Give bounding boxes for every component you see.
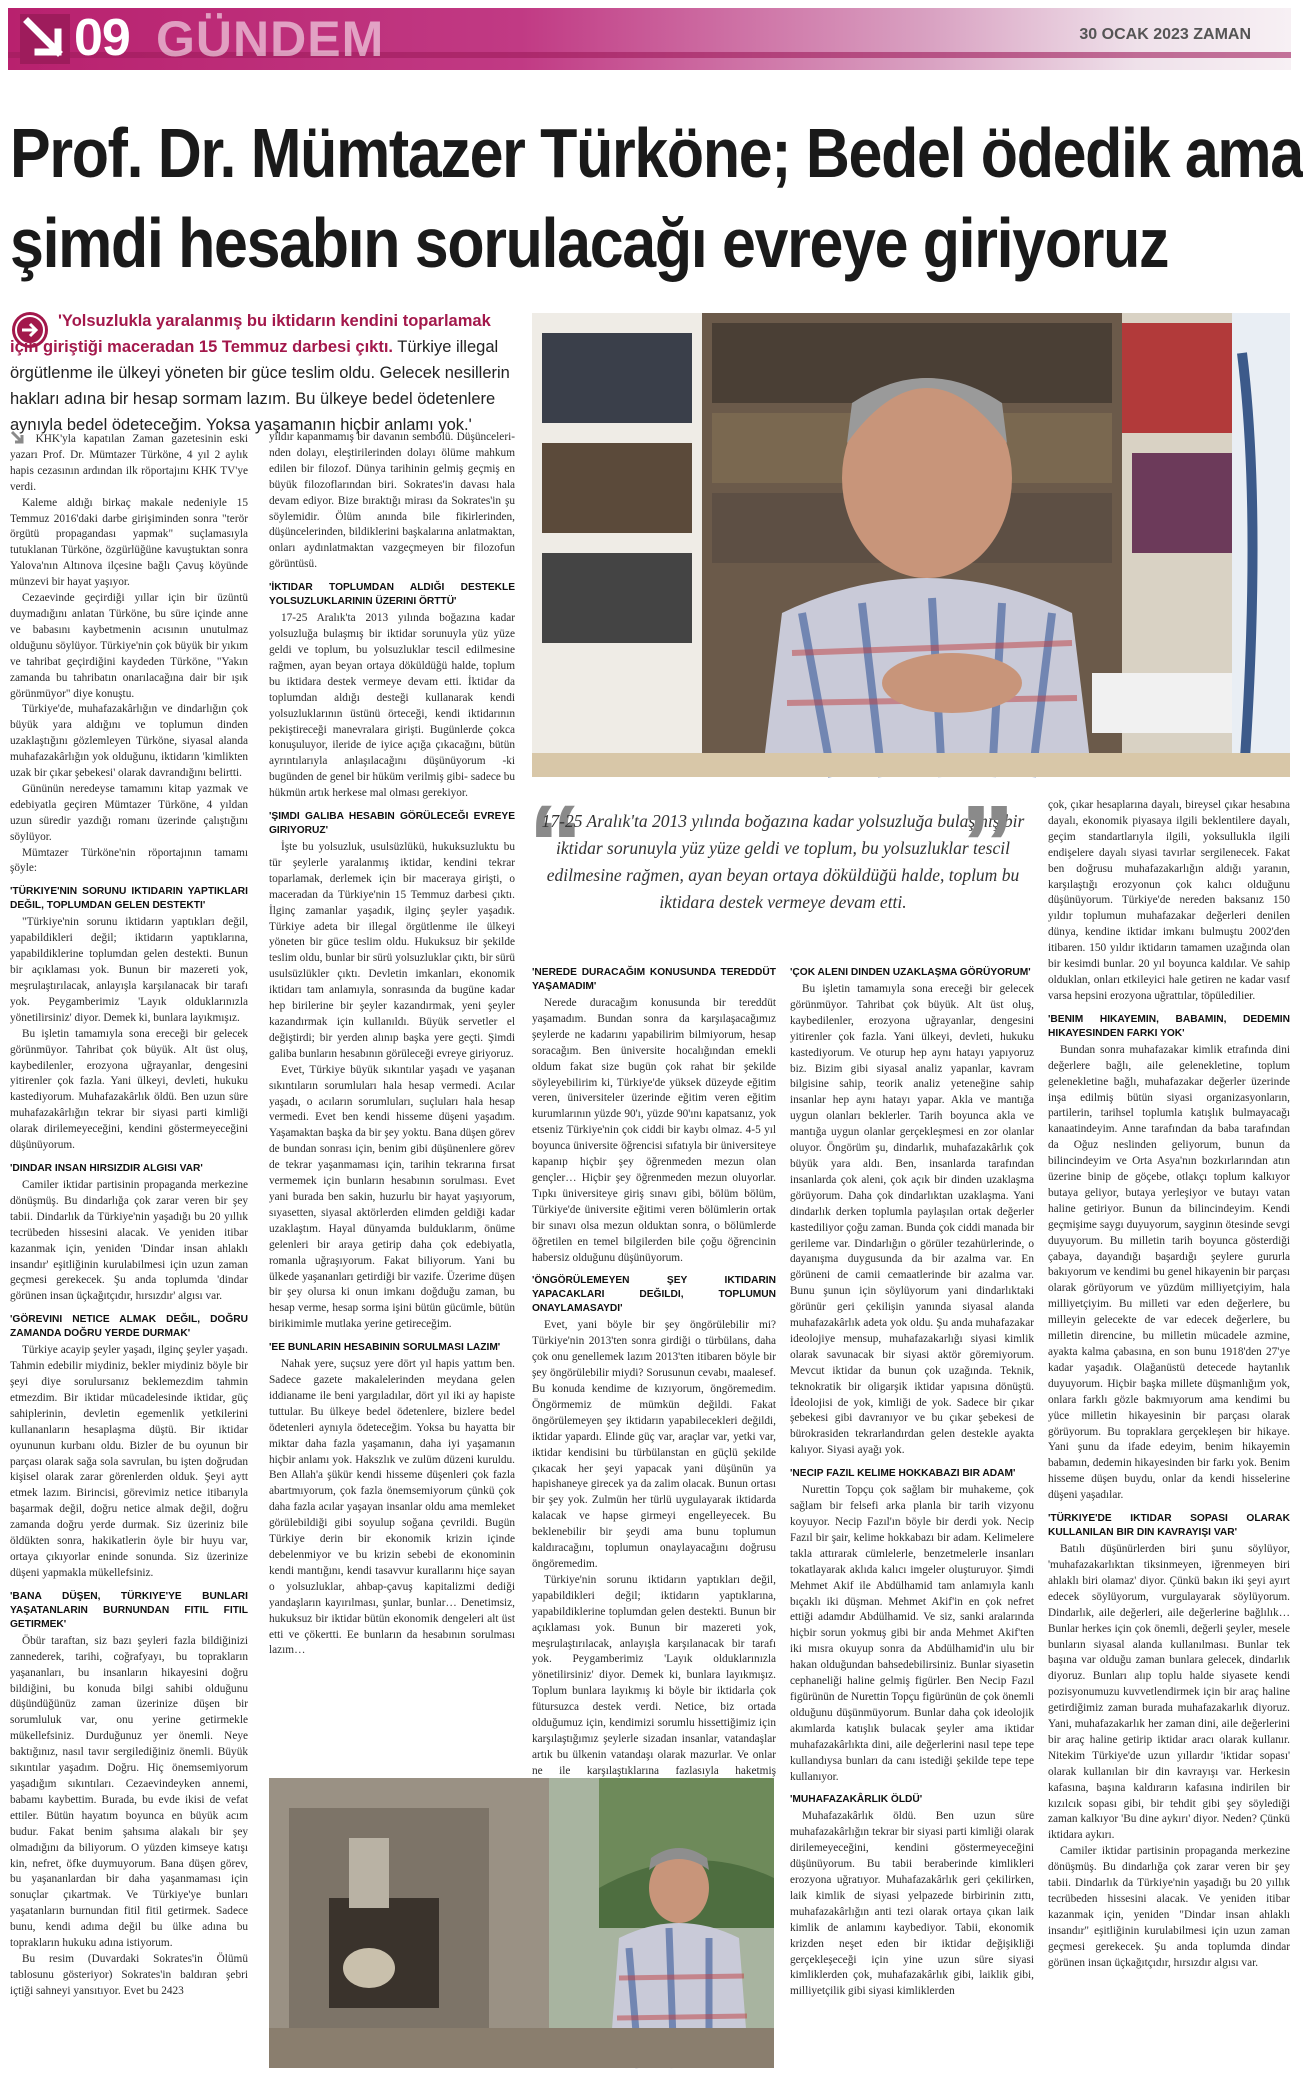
subheading: 'BANA DÜŞEN, TÜRKIYE'YE BUNLARI YAŞATANLARIN BURNUNDAN FITIL FITIL GETIRMEK' <box>10 1590 248 1630</box>
paragraph: Camiler iktidar partisinin propaganda merkezine dönüşmüş. Bu dindarlığa çok zarar veren bir şey tabii. Dindarlık da Türkiye'nin yaşadığı bu 20 yıllık tecrübeden hissesini alacak. Ve yeniden itibar kazanmak için, yeniden 'Dindar insan ahlaklı insandır' eşitliğinin kurulabilmesi için uzun zaman geçmesi gerekecek. Şu anda toplumda 'dindar görünen insan üçkağıtçıdır, hırsızdır' algısı var. <box>10 1178 248 1303</box>
article-lead <box>10 308 520 438</box>
paragraph: Bu resim (Duvardaki Sokrates'in Ölümü tablosunu gösteriyor) Sokrates'in baldıran şebri içtiği sahneyi yansıtıyor. Evet bu 2423 <box>10 1952 248 1997</box>
paragraph: Türkiye'de, muhafazakârlığın ve dindarlığın çok büyük yara aldığını ve toplumun dinden uzaklaştığını gözlemleyen Türköne, siyasal alanda muhafazakârlığın yok olduğunu, iktidarın 'kimlikten uzak bir çıkar şebekesi' olarak davrandığını belirtti. <box>10 703 248 780</box>
paragraph: KHK'yla kapatılan Zaman gazetesinin eski yazarı Prof. Dr. Mümtazer Türköne, 4 yıl 2 aylık hapis cezasının ardından ilk röportajını KHK TV'ye verdi. <box>10 433 249 493</box>
paragraph: Kaleme aldığı birkaç makale nedeniyle 15 Temmuz 2016'daki darbe girişiminden sonra "terör örgütü propagandası yapmak" suçlamasıyla tutuklanan Türköne, özgürlüğüne kavuştuktan sonra Yalova'nın Altınova ilçesine bağlı Çavuş köyünde münzevi bir hayat yaşıyor. <box>10 496 248 589</box>
paragraph: Muhafazakârlık öldü. Ben uzun süre muhafazakârlığın tekrar bir siyasi parti kimliği olarak dirilemeyeceğini, kendini göstermeyeceğini düşünüyorum. Bu tabii beraberinde kimlikleri erozyona uğratıyor. Muhafazakârlık geri çekilirken, laik kimlik de siyasi yelpazede birbirinin zıttı, muhafazakârlığın anti tezi olarak ortaya çıkan laik kimlik de anlamını kaybediyor. Tabii, ekonomik krizden neşet eden bir iktidar değişikliği gerçekleşeceği için yine uzun süre siyasi kimliklerden çok, muhafazakârlık gibi, laiklik gibi, milliyetçilik gibi siyasi kimliklerden <box>790 1810 1034 1998</box>
paragraph: Evet, yani böyle bir şey öngörülebilir mi? Türkiye'nin 2013'ten sonra girdiği o türbülans, daha çok onu genellemek lazım 2013'ten itibaren böyle bir şey öngörülebilir miydi? Sorusunun cevabı, maalesef. Bu konuda kendime de kızıyorum, öngöremedim. Öngörmemiz de mümkün değildi. Fakat öngörülemeyen şey iktidarın yapabilecekleri değildi, iktidar yapardı. Elinde güç var, araçlar var, yetki var, iktidar kendisini bu türbülanstan en güçlü şekilde çıkacak her şeyi yapacak yani düşünün ya hapishaneye girecek ya da zalim olacak. Bunun ortası bir şey yok. Zulmün her türlü uygulayarak iktidarda kalacak ve hapse girmeyi engelleyecek. Bu beklenebilir bir şeydi ama bunu toplumun kaldıracağını, toplumun onaylayacağını doğrusu öngöremedim. <box>532 1319 776 1570</box>
headline-line-1: Prof. Dr. Mümtazer Türköne; Bedel ödedik ama <box>10 114 1303 192</box>
paragraph: Cezaevinde geçirdiği yıllar için bir üzüntü duymadığını anlatan Türköne, bu süre içinde anne ve babasını kaybetmenin acısının unutulmaz olduğunu söylüyor. Türkiye'nin çok büyük bir yıkım ve tahribat geçirdiğini kaydeden Türköne, "Yakın zamanda bu tahribatın onarılacağına dair bir ışık görünmüyor" diye konuştu. <box>10 592 248 700</box>
paragraph: Gününün neredeyse tamamını kitap yazmak ve edebiyatla geçiren Mümtazer Türköne, 4 yıldan uzun süredir yazdığı romanı üzerinde çalıştığını söylüyor. <box>10 782 248 843</box>
paragraph: Nerede duracağım konusunda bir tereddüt yaşamadım. Bundan sonra da karşılaşacağımız şeylerde ne kadarını yapabilirim bilmiyorum, hesap soracağım. Ben üniversite hocalığından emekli oldum fakat size bugün çok rahat bir şekilde söyleyebilirim ki, Türkiye'de yüksek düzeyde eğitim veren, üniversiteler üzerinde eğitim veren eğitim kurumlarının yüzde 90'ı, yüzde 90'ını kapatsanız, yok etseniz Türkiye'nin çok ciddi bir kaybı olmaz. 4-5 yıl boyunca üniversite öğrencisi sıfatıyla bir üniversiteye kapanıp hiçbir şey öğrenmeden mezun olan gençler… Hiçbir şey öğrenmeden mezun oluyorlar. Tıpkı üniversiteye giriş sınavı gibi, bölüm bölüm, Türkiye'de üniversite eğitimi veren bölümlerin ortak bir sınavı olsa mezun olduktan sonra, o bölümlerde öğretilen en temel bilgilerden bile çoğu öğrencinin habersiz olduğunu düşünüyorum. <box>532 997 776 1264</box>
subheading: 'NEREDE DURACAĞIM KONUSUNDA TEREDDÜT YAŞAMADIM' <box>532 967 776 992</box>
subheading: 'TÜRKIYE'NIN SORUNU IKTIDARIN YAPTIKLARI DEĞIL, TOPLUMDAN GELEN DESTEKTI' <box>10 886 248 912</box>
subheading: 'MUHAFAZAKÂRLIK ÖLDÜ' <box>790 1794 923 1806</box>
paragraph: Nurettin Topçu çok sağlam bir muhakeme, çok sağlam bir felsefi arka planla bir tarih vizyonu koyuyor. Necip Fazıl'ın böyle bir derdi yok. Necip Fazıl bir şair, kelime hokkabazı bir adam. Kelimelere takla attırarak cümlelerle, benzetmelerle insanları tokatlayarak aklıda kalıcı imgeler oluşturuyor. Şimdi Mehmet Akif ile Abdülhamid tam anlamıyla kanlı bıçaklı iki düşman. Mehmet Akif'in en çok nefret ettiği adamdır Abdülhamid. Ve siz, sanki aralarında hiçbir sorun yokmuş gibi bir anda Mehmet Akif'ten iki mısra okuyup sonra da Abdülhamid'in ulu bir hakan olduğundan bahsedebilirsiniz. Bunlar siyasetin cephaneliği haline gelmiş figürler. Ben Necip Fazıl figürünün de Nurettin Topçu figürünün de çok önemli olduğunu düşünmüyorum. Bunlar daha çok ideolojik akımlarda katışlık bulacak şeyler ama iktidar muhafazakârlıkta dini, aile değerlerini nasıl tepe tepe kullandıysa bunları da canı istediği şekilde tepe tepe kullanıyor. <box>790 1484 1034 1783</box>
open-quote-icon: “ <box>528 783 583 906</box>
paragraph: Nahak yere, suçsuz yere dört yıl hapis yattım ben. Sadece gazete makalelerinden meydana gelen iddianame ile beni yargıladılar, dört yıl iki ay hapiste tuttular. Bu ülkeye bedel ödetenlere, bizlere bedel ödetenleri aynıyla ödeteceğim. Yoksa bu hayatta bir miktar daha fazla yaşamanın, daha iyi yaşamanın hiçbir anlamı yok. Hakszlık ve zulüm düzeni kuruldu. Ben Allah'a şükür kendi hisseme düşenleri çok fazla abartmıyorum, çok fazla önemsemiyorum çünkü çok daha fazla acılar yaşayan insanlar oldu ama memleket görülebildiği gibi soyulup soğana çevrildi. Bugün Türkiye derin bir ekonomik krizin içinde debelenmiyor ve bu krizin sebebi de ekonominin kendi mantığını, kendi tasavvur kurallarını hiçe sayan o yolsuzluklar, ahbap-çavuş kapitalizmi dediği yandaşların kayırılması, şunlar, bunlar… Denetimsiz, hukuksuz bir iktidar bütün ekonomik dengeleri alt üst etti ve çökertti. Ee bunların da hesabının sorulması lazım… <box>269 1358 515 1657</box>
section-name: GÜNDEM <box>156 11 385 67</box>
article-column-5 <box>1048 798 1290 2068</box>
subheading: 'ÇOK ALENI DINDEN UZAKLAŞMA GÖRÜYORUM' <box>790 967 1031 978</box>
article-column-1 <box>10 430 248 2070</box>
portrait-illustration <box>532 313 1290 777</box>
paragraph: 17-25 Aralık'ta 2013 yılında boğazına kadar yolsuzluğa bulaşmış bir iktidar sorunuyla yüz yüze geldi ve toplum, bu yolsuzluklar tescil edilmesine rağmen, ayan beyan ortaya döküldüğü halde, toplum bu iktidara destek vermeye devam etti. İktidar da toplumdan aldığı desteği kullanarak kendi yolsuzluklarının üstünü örteceği, kendi iktidarının pekiştireceği manevralara girişti. Bugünlerde çokca konuşuluyor, ileride de iyice açığa çıkacağını, bütün ayrıntılarıyla anlaşılacağını düşünüyorum -ki bugünden de genel bir hüküm verilmiş gibi- sadece bu hükmün artık herkese mal olması gerekiyor. <box>269 612 515 800</box>
lead-highlight: 'Yolsuzlukla yaralanmış bu iktidarın kendini toparlamak için giriştiği maceradan 15 Temmuz darbesi çıktı. <box>10 312 491 356</box>
article-column-4 <box>790 958 1034 2068</box>
headline-line-2: şimdi hesabın sorulacağı evreye giriyoruz <box>10 204 1169 282</box>
article-column-3 <box>532 958 776 1777</box>
byline-arrow-icon <box>10 430 28 444</box>
paragraph: "Türkiye'nin sorunu iktidarın yaptıkları değil, yapabildikleri değil; iktidarın yaptıklarına, yapabildiklerine toplumdan gelen destekti. Bunun bir açıklaması yok. Bunun bir mazereti yok, meşrulaştırılacak, anlayışla karşılanacak bir tarafı yok. Peygamberimiz 'Layık olduklarınızla yönetilirsiniz' diyor. Demek ki, bunlara layıkmışız. <box>10 916 248 1024</box>
issue-date <box>1079 26 1251 44</box>
article-column-2 <box>269 430 515 1745</box>
secondary-photo-outdoor <box>269 1778 774 2068</box>
outdoor-illustration <box>269 1778 774 2068</box>
paragraph: Bu işletin tamamıyla sona ereceği bir gelecek görünmüyor. Tahribat çok büyük. Alt üst oluş, kaybedilenler, erozyona uğrayanlar, dengesini yitirenler çok fazla. Yani ülkeyi, devleti, hukuku kastediyorum. Muhafazakârlık öldü. Ben uzun süre muhafazakârlığın tekrar bir siyasi parti kimliği olarak dirilemeyeceğini, kendini göstermeyeceğini düşünüyorum. <box>10 1027 248 1152</box>
page-header <box>8 8 1291 70</box>
paragraph: Mümtazer Türköne'nin röportajının tamamı şöyle: <box>10 846 248 875</box>
paragraph: çok, çıkar hesaplarına dayalı, bireysel çıkar hesabına dayalı, ekonomik piyasaya ilgili beklentilere dayalı, geçim standartlarıyla ilgili, yoksullukla ilgili endişelere dayalı siyasi tavırlar sergilenecek. Fakat ben doğrusu muhafazakarlığın aldığı yaranın, karşılaştığı erozyonun çok kalıcı olduğunu düşünüyorum. Türkiye'de nereden baksanız 150 yıldır toplumun muhafazakar değerleri denilen dünya, kendine iktidar imkanı bulmuştu 2002'den itibaren. 150 yıldır iktidarın tamamen uzağında olan bir kesimdi bunlar. 20 yıl boyunca kaldılar. Ve sahip olduklan, onları etkileyici hale getiren ne kadar vasıf varsa hepsini erozyona uğrattılar, töpüledilier. <box>1048 799 1290 1002</box>
paragraph: İşte bu yolsuzluk, usulsüzlükü, hukuksuzluktu bu tür şeylerle yaralanmış iktidar, kendini tekrar toparlamak, derlemek için bir maceraya girişti, o maceradan da Türkiye'nin 15 Temmuz darbesi çıktı. İlginç zamanlar yaşadık, ilginç şeyler yaşadık. Türkiye adeta bir illegal örgütlenme ile ülkeyi yöneten bir güce teslim oldu. Hukuksuz bir şekilde teslim oldu, bunlar bir sürü yolsuzluklar çıktı, bir sürü usulsüzlükler çıktı. Devletin imkanları, ekonomik iktidarı tam anlamıyla, sonrasında da bugüne kadar hep birilerine bir şeyler kazandırmak, yeni şeyler kazandırmak için kullanıldı. Büyük servetler el değiştirdi; bir yerden alınıp başka yere geçti. Şimdi galiba bunların hesabının görüleceği evreye giriyoruz. <box>269 841 515 1060</box>
lead-body: Türkiye illegal örgütlenme ile ülkeyi yöneten bir güce teslim oldu. Gelecek nesillerin hakları adına bir hesap sormam lazım. Bu ülkeye bedel ödetenlere aynıyla bedel ödeteceğim. Yoksa yaşamanın hiçbir anlamı yok.' <box>10 338 510 434</box>
subheading: 'ÖNGÖRÜLEMEYEN ŞEY IKTIDARIN YAPACAKLARI DEĞILDI, TOPLUMUN ONAYLAMASAYDI' <box>532 1275 776 1315</box>
paragraph: Bundan sonra muhafazakar kimlik etrafında dini değerlere bağlı, aile gelenekletine, toplum gelenekletine bağlı, muhafazakar değerler üzerinde inşa edilmiş bütün siyasi organizasyonların, partilerin, tarihsel toplumla katışlık bulmayacağı kanaatindeyim. Anne tarafından da baba tarafından da Oğuz neslinden geliyorum, bunun da bilincindeyim ve Orta Asya'nın bozkırlarından atın üzerine binip de göçebe, otlakçı toplum kalkıyor butaya geliyor, butaya yerleşiyor ve butayı vatan haline getiriyor. Bunun da bilincindeyim. Kendi geçmişime saygı duyuyorum, sayginın ötesinde sevgi duyuyorum. Bu milletin tarih boyunca gösterdiği çabaya, dayandığı başardığı şeylere gururla bakıyorum ve kendimi bu genel hikayenin bir parçası olarak görüyorum ve yüzdüm milliyetçiyim, hala milliyetçiyim. Bu milleti var eden değerlere, bu milleyin gelecekte de var edecek değerlere, bu milletin direncine, bu milletin mücadele azmine, ayakta kalma çabasına, en son bunu 1918'den 27'ye kadar yaşadık. Olağanüstü detecede haytanlık duyuyorum. Hiçbir başka millete düşmanlığım yok, onlara farklı gözle bakmıyorum ama kendimi bu yüce milletin hikayesinin bir parçası olarak görüyorum. Bu topraklara gerçekleşen bir hikaye. Yani şunu da ifade edeyim, benim hikayemin babamın, dedemin hikayesinden bir farkı yok. Benim hissemе düşen buydu, onlar da kendi hisselerine düşeni yaşadılar. <box>1048 1043 1290 1502</box>
subheading: 'BENIM HIKAYEMIN, BABAMIN, DEDEMIN HIKAYESINDEN FARKI YOK' <box>1048 1013 1290 1039</box>
paragraph: yıldır kapanmamış bir davanın sembolü. Düşüncelerinden dolayı, eleştirilerinden dolayı ölüme mahkum edilen bir filozof. Dünya tarihinin gelmiş geçmiş en büyük filozoflarından biri. Sokrates'in davası hala devam ediyor. Bize bıraktığı mirası da Sokrates'in şu söylemidir. Ölüm anında bile fikirlerinden, düşüncelerinden, bildiklerini başkalarına anlatmaktan, onları aydınlatmaktan vazgeçmeyen bir filozofun görüntüsü. <box>269 431 515 571</box>
paragraph: Batılı düşünürlerden biri şunu söylüyor, 'muhafazakarlıktan tiksinmeyen, iğrenmeyen biri ahlaklı biri olamaz' diyor. Çünkü bakın iki şeyi ayırt edecek söylüyorum, vurgulayarak söylüyorum. Dindarlık, aile değerleri, aile değerlerine bağlılık… Bunlar herkes için çok önemli, değerli şeyler, meselе bunların siyasal alanda kullanılması. Bunlar tek başına var olduğu zaman bunlara gelecek, dindarlık diyoruz. Bunları alıp toplu halde siyasete kendi pozisyonumuzu kuvvetlendirmek için bir araç haline getirdiğimiz zaman burada muhafazakarlık diyoruz. Yani, muhafazakarlık her zaman dini, aile değerlerini bir araç haline getirip iktidar aracı olarak kullanır. Nitekim Türkiye'de uzun yıllardır 'iktidar sopası' olarak kullanılan bir din kavrayışı var. Herkesin kafasına, başına kaldırarın kafasına indirilen bir kızılcık sopası gibi, bir tehdit gibi şey söylediği zaman kalkıyor 'Bu dine aykırı' diyor. Neden? Çünkü iktidara aykırı. <box>1048 1543 1290 1842</box>
subheading: 'İKTIDAR TOPLUMDAN ALDIĞI DESTEKLE YOLSUZLUKLARININ ÜZERINI ÖRTTÜ' <box>269 582 515 608</box>
brand-text: ZAMAN <box>1193 26 1251 43</box>
subheading: 'EE BUNLARIN HESABININ SORULMASI LAZIM' <box>269 1342 501 1354</box>
zaman-arrow-logo-icon <box>20 14 70 64</box>
paragraph: Camiler iktidar partisinin propaganda merkezine dönüşmüş. Bu dindarlığa çok zarar veren bir şey tabii. Dindarlık da Türkiye'nin yaşadığı bu 20 yıllık tecrübeden hissesini alacak. Ve yeniden itibar kazanmak için, yeniden "Dindar insan ahlaklı insandır" eşitliğinin kurulabilmesi için uzun zaman geçmesi gerekecek. Şu anda toplumda dindar görünen insan üçkağıtçıdır, hırsızdır algısı var. <box>1048 1845 1290 1969</box>
subheading: 'ŞIMDI GALIBA HESABIN GÖRÜLECEĞI EVREYE GIRIYORUZ' <box>269 811 515 837</box>
close-quote-icon: ” <box>960 783 1015 906</box>
subheading: 'GÖREVINI NETICE ALMAK DEĞIL, DOĞRU ZAMANDA DOĞRU YERDE DURMAK' <box>10 1314 248 1340</box>
article-headline <box>10 108 1303 288</box>
paragraph: Öbür taraftan, siz bazı şeyleri fazla bildiğinizi zannederek, tarihi, coğrafyayı, bu toprakların yaşananları, bu insanların hikayesini doğru bildiğini, bu konuda bilgi sahibi olduğunu düşündüğünüz zaman üzerinize düşen bir sorumluluk var, onu yerine getirmekle mükellefsiniz. Durduğunuz yer önemli. Neye baktığınız, nasıl tavır sergilediğiniz önemli. Büyük sıkıntılar yaşadım. Doğru. Hiç önemsemiyorum yaşadığım sıkıntıları. Cezaevindeyken annemi, babamı kaybettim. Burada, bu evde ikisi de vefat ettiler. Bütün hayatım boyunca en büyük acım budur. Fakat benim şahsıma alakalı bir şey olmadığını da biliyorum. O yüzden kimseye katışı kin, nefret, öfke duymuyorum. Bana düşen görev, bu yaşananlardan bir daha yaşanmaması için sonuçlar çıkartmak. Ve Türkiye'ye bunları yaşatanların burnundan fitil fitil getirmek. Sadece bunu, kendi adıma değil bu ülke adına bu toprakların hukuku adına istiyorum. <box>10 1634 248 1950</box>
paragraph: Türkiye'nin sorunu iktidarın yaptıkları değil, yapabildikleri değil; iktidarın yaptıklarına, yapabildiklerine toplumdan gelen destekti. Bunun bir açıklaması yok. Bunun bir mazereti yok, meşrulaştırılacak, anlayışla karşılanacak bir tarafı yok. Peygamberimiz 'Layık olduklarınızla yönetilirsiniz' diyor. Demek ki, bunlara layıkmışız. Toplum bunlara layıkmış ki böyle bir iktidarla çok fütursuzca destek verdi. Netice, biz ortada olduğumuz için, kendimizi sorumlu hissettiğimiz için karşılaştığımız şeylerle sizadan insanlar, vatandaşlar artık bu ülkenin vatandaşı olarak mazurlar. Ve onlar ne ile karşılaştıklarına fazlasıyla haketmiş <box>532 1573 776 1777</box>
subheading: 'DINDAR INSAN HIRSIZDIR ALGISI VAR' <box>10 1162 203 1174</box>
main-photo-portrait <box>532 313 1290 777</box>
date-text: 30 OCAK 2023 <box>1079 26 1189 43</box>
paragraph: Bu işletin tamamıyla sona ereceği bir gelecek görünmüyor. Tahribat çok büyük. Alt üst oluş, kaybedilenler, erozyona uğrayanlar, dengesini yitirenler çok fazla. Yani ülkeyi, devleti, hukuku kastediyorum. Ve oturup hep aynı hatayı yapıyoruz biz. Bizim gibi siyasal analiz yapanlar, kavram bilgisine sahip, teorik analiz yeteneğine sahip insanlar hep aynı hatayı yapar. Akla ve mantığa uygun olanları beklerler. Tarih boyunca akla ve mantığa uygun olanlar gerçekleşmesi en zor olanlar oluyor. Öngörüm şu, dindarlık, muhafazakârlık çok büyük yara aldı. Ben, insanlarda tarafından insanlarda çok aleni, çok açık bir dinden uzaklaşma görüyorum. Daha çok dindarlıktan uzaklaşma. Yani dindarlık derken toplumla paylaşılan ortak değerler kastediliyor çoğu zaman. Bunda çok ciddi manada bir gerileme var. Dindarlığın o görüler tezahürlerinde, o dayanışma duygusunda da bir azalma var. En görüneni de camii cemaatlerinde bir azalma var. Bunu şunun için söylüyorum yani dindarlıktaki görünür geri çekilişin yanında siyasal alanda muhafazakârlık adeta yok oldu. Şu anda muhafazakar ideolojiye mensup, muhafazakarlığı siyasi kimlik olarak savunacak bir siyasi aktör göremiyorum. Mevcut iktidar da bunun çok uzağında. Teknik, teknokratik bir oligarşik iktidar yapısına dönüştü. İdeolojisi de yok, kimliği de yok. Sadece bir çıkar şebekesi gibi davranıyor ve bu çıkar şebekesi de bürokrasiden tekrarlandırdan gelen destekle ayakta kalıyor. Siyasi ayağı yok. <box>790 983 1034 1457</box>
pull-quote: 17-25 Aralık'ta 2013 yılında boğazına kadar yolsuzluğa bulaşmış bir iktidar sorunuyla yüz yüze geldi ve toplum, bu yolsuzluklar tescil edilmesine rağmen, ayan beyan ortaya döküldüğü halde, toplum bu iktidara destek vermeye devam etti. <box>541 811 1025 912</box>
paragraph: Evet, Türkiye büyük sıkıntılar yaşadı ve yaşanan sıkıntıların sorumluları hala hesap vermedi. Acılar yaşadı, o acıların sorumluları, suçluları hala hesap vermedi. Evet ben kendi hisseme düşeni yaşadım. Yaşamaktan başka da bir şey yoktu. Bana düşen görev de bundan sonrası için, benim gibi düşünenlere görev de tekrar yaşanmaması için, tarihin tekrarına fırsat vermemek için bunların hesabının sorulması. Evet yani burada ben sakin, huzurlu bir hayat yaşıyorum, sıyasetten, siyasal aktörlerden elimden geldiği kadar uzaklaştım. Hayal dünyamda bulduklarım, önüme gelenleri bir araya getirip daha çok edebiyatla, romanla uğraşıyorum. Fakat biliyorum. Yani bu ülkede yaşananları getirdiği bir vazife. Üzerime düşen bir şey olursa ki onun imkanı doğduğu zaman, bu hesap verme, hesap sorma işini bütün gücümle, bütün birikimimle mutlaka yerine getireceğim. <box>269 1063 515 1331</box>
page-number: 09 <box>74 9 130 67</box>
subheading: 'TÜRKIYE'DE IKTIDAR SOPASI OLARAK KULLANILAN BIR DIN KAVRAYIŞI VAR' <box>1048 1513 1290 1539</box>
subheading: 'NECIP FAZIL KELIME HOKKABAZI BIR ADAM' <box>790 1468 1016 1480</box>
paragraph: Türkiye acayip şeyler yaşadı, ilginç şeyler yaşadı. Tahmin edebilir miydiniz, bekler miydiniz böyle bir şeyi diye sorulursanız beklemezdim tahmin etmezdim. Bir iktidar mücadelesinde iktidar, güç sahiplerinin, devletin egemenlik yetkilerini kullananların hesaplaşma düştü. Bir iktidar oyununun kurbanı oldu. Bizler de bu oyunun bir parçası olarak sağa sola savrulan, bu işten doğrudan kişisel olarak zarar görenlerden olduk. Şeyi aytt etmek lazım. Birincisi, görevimiz netice itibarıyla başarmak değil, doğru netice almak değil, doğru zamanda doğru yerde durmak. Siz üzeriniz bile öldükten sonra, hakikatlerin öyle bir huyu var, ortaya çıkıyorlar eninde sonunda. Siz üzerinize düşeni yapmakla mükellefsiniz. <box>10 1344 248 1579</box>
